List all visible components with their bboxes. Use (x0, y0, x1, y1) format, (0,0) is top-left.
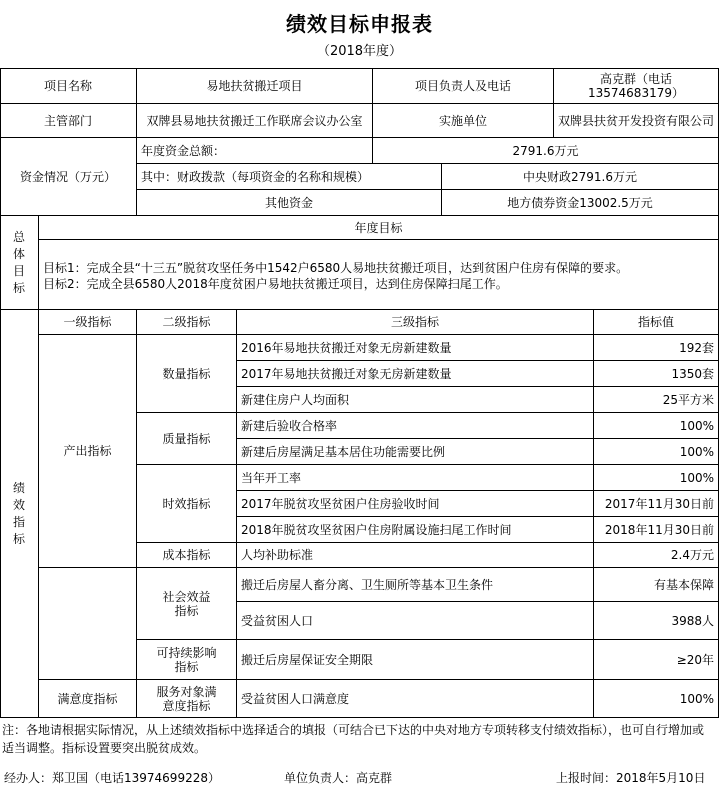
funds-total-value: 2791.6万元 (373, 138, 719, 164)
indicator-value: 2017年11月30日前 (594, 491, 719, 517)
indicator-name: 2016年易地扶贫搬迁对象无房新建数量 (237, 335, 594, 361)
funds-total-label: 年度资金总额： (137, 138, 373, 164)
indicator-value: 2.4万元 (594, 543, 719, 568)
project-owner-label: 项目负责人及电话 (373, 68, 554, 104)
indicator-name: 人均补助标准 (237, 543, 594, 568)
page-subtitle: （2018年度） (316, 44, 403, 59)
indicator-value: 3988人 (594, 602, 719, 640)
col-level1: 一级指标 (39, 310, 137, 335)
indicator-name: 新建后验收合格率 (237, 413, 594, 439)
indicator-name: 当年开工率 (237, 465, 594, 491)
page-title: 绩效目标申报表 (286, 12, 433, 36)
project-owner-value: 高克群（电话13574683179） (554, 68, 719, 104)
dept-label: 主管部门 (0, 104, 137, 138)
indicator-value: ≥20年 (594, 640, 719, 680)
cost-indicator: 成本指标 (137, 543, 237, 568)
indicator-value: 25平方米 (594, 387, 719, 413)
indicator-value: 1350套 (594, 361, 719, 387)
timeliness-indicator: 时效指标 (137, 465, 237, 543)
perf-label: 绩效指标 (0, 310, 39, 718)
report-time: 上报时间：2018年5月10日 (556, 771, 706, 785)
impl-unit-value: 双牌县扶贫开发投资有限公司 (554, 104, 719, 138)
satisfaction-indicator: 满意度指标 (39, 680, 137, 718)
footnote: 注：各地请根据实际情况，从上述绩效指标中选择适合的填报（可结合已下达的中央对地方专项转移支付绩效指标），也可自行增加或适当调整。指标设置要突出脱贫成效。 (2, 723, 705, 755)
indicator-name: 2017年脱贫攻坚贫困户住房验收时间 (237, 491, 594, 517)
indicator-name: 受益贫困人口满意度 (237, 680, 594, 718)
quantity-indicator: 数量指标 (137, 335, 237, 413)
indicator-value: 100% (594, 680, 719, 718)
unit-head: 单位负责人：高克群 (284, 771, 393, 785)
effect-indicator-empty (39, 568, 137, 680)
goal-1: 目标1：完成全县“十三五”脱贫攻坚任务中1542户6580人易地扶贫搬迁项目，达到贫困户住房有保障的要求。 (43, 260, 629, 275)
indicator-name: 受益贫困人口 (237, 602, 594, 640)
funds-fiscal-label: 其中：财政拨款（每项资金的名称和规模） (137, 164, 442, 190)
indicator-name: 2018年脱贫攻坚贫困户住房附属设施扫尾工作时间 (237, 517, 594, 543)
funds-label: 资金情况（万元） (0, 138, 137, 216)
output-indicator: 产出指标 (39, 335, 137, 568)
handler: 经办人：郑卫国（电话13974699228） (4, 771, 220, 785)
project-name-value: 易地扶贫搬迁项目 (137, 68, 373, 104)
indicator-value: 100% (594, 413, 719, 439)
indicator-value: 100% (594, 465, 719, 491)
overall-goal-label: 总体目标 (0, 216, 39, 310)
funds-fiscal-value: 中央财政2791.6万元 (442, 164, 719, 190)
service-satisfaction-indicator: 服务对象满意度指标 (137, 680, 237, 718)
indicator-value: 192套 (594, 335, 719, 361)
indicator-name: 新建住房户人均面积 (237, 387, 594, 413)
indicator-value: 2018年11月30日前 (594, 517, 719, 543)
col-level3: 三级指标 (237, 310, 594, 335)
social-benefit-indicator: 社会效益指标 (137, 568, 237, 640)
sustainability-indicator: 可持续影响指标 (137, 640, 237, 680)
impl-unit-label: 实施单位 (373, 104, 554, 138)
goal-2: 目标2：完成全县6580人2018年度贫困户易地扶贫搬迁项目，达到住房保障扫尾工作。 (43, 276, 508, 291)
indicator-name: 新建后房屋满足基本居住功能需要比例 (237, 439, 594, 465)
project-name-label: 项目名称 (0, 68, 137, 104)
dept-value: 双牌县易地扶贫搬迁工作联席会议办公室 (137, 104, 373, 138)
annual-goal-header: 年度目标 (39, 216, 719, 240)
indicator-name: 搬迁后房屋人畜分离、卫生厕所等基本卫生条件 (237, 568, 594, 602)
col-value: 指标值 (594, 310, 719, 335)
funds-other-label: 其他资金 (137, 190, 442, 216)
indicator-name: 搬迁后房屋保证安全期限 (237, 640, 594, 680)
indicator-value: 有基本保障 (594, 568, 719, 602)
col-level2: 二级指标 (137, 310, 237, 335)
indicator-value: 100% (594, 439, 719, 465)
annual-goals (39, 240, 719, 310)
funds-other-value: 地方债券资金13002.5万元 (442, 190, 719, 216)
quality-indicator: 质量指标 (137, 413, 237, 465)
indicator-name: 2017年易地扶贫搬迁对象无房新建数量 (237, 361, 594, 387)
